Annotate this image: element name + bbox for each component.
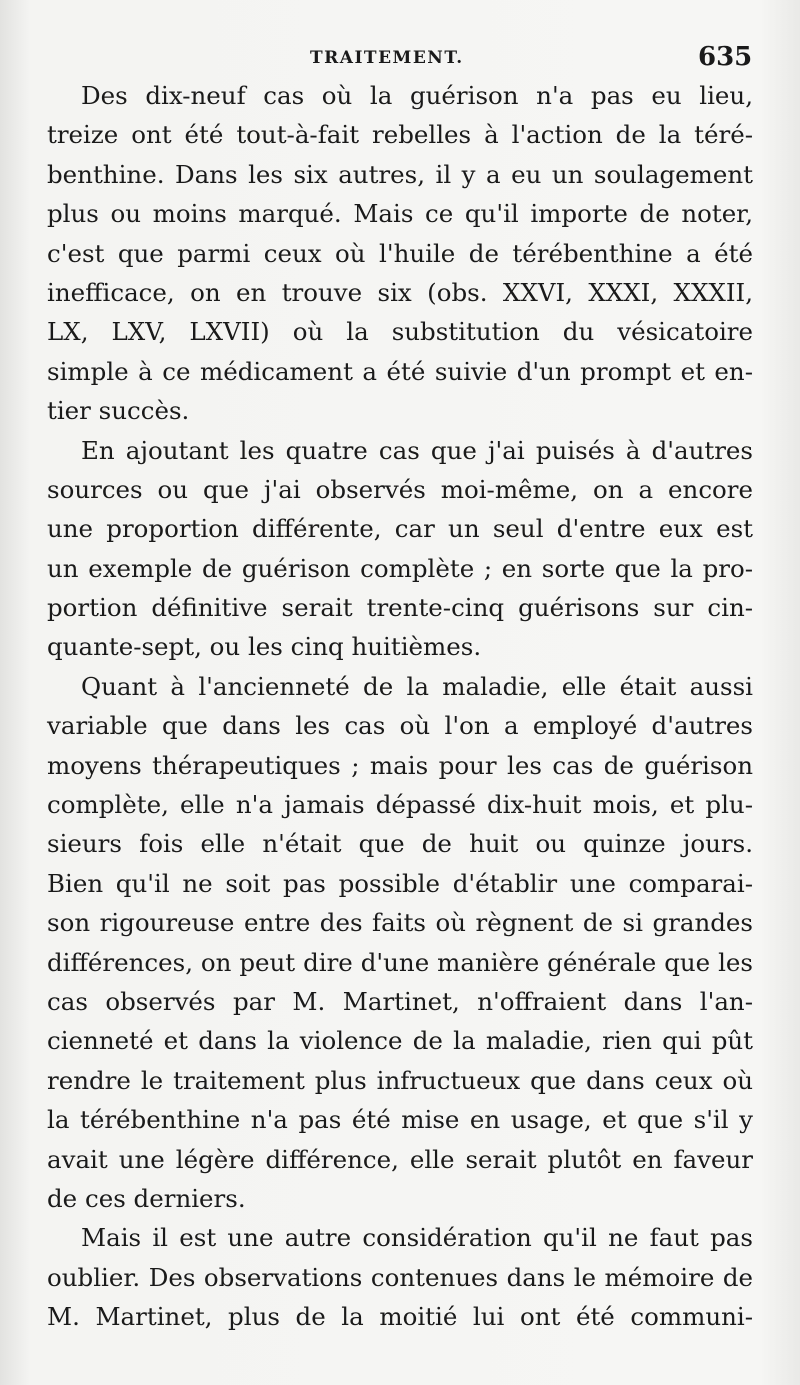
text-line: portion définitive serait trente-cinq guérisons sur cin-	[47, 593, 753, 623]
text-line: complète, elle n'a jamais dépassé dix-huit mois, et plu-	[47, 790, 753, 820]
text-line: Bien qu'il ne soit pas possible d'établir une comparai-	[47, 868, 753, 898]
text-line: avait une légère différence, elle serait plutôt en faveur	[47, 1144, 753, 1174]
text-line: sources ou que j'ai observés moi-même, on a encore	[47, 474, 753, 504]
text-line: différences, on peut dire d'une manière générale que les	[47, 947, 753, 977]
text-line: la térébenthine n'a pas été mise en usage, et que s'il y	[47, 1105, 753, 1135]
paragraph-1	[47, 76, 753, 431]
text-line: LX, LXV, LXVII) où la substitution du vésicatoire	[47, 317, 753, 347]
text-line: moyens thérapeutiques ; mais pour les cas de guérison	[47, 750, 753, 780]
running-head	[0, 42, 800, 78]
text-line: quante-sept, ou les cinq huitièmes.	[47, 632, 482, 662]
text-line: c'est que parmi ceux où l'huile de térébenthine a été	[47, 238, 753, 268]
text-line: cas observés par M. Martinet, n'offraient dans l'an-	[47, 986, 753, 1016]
text-line: un exemple de guérison complète ; en sorte que la pro-	[47, 553, 753, 583]
text-line: Mais il est une autre considération qu'il ne faut pas	[81, 1223, 753, 1253]
text-line: oublier. Des observations contenues dans le mémoire de	[47, 1262, 753, 1292]
text-line: Quant à l'ancienneté de la maladie, elle était aussi	[81, 671, 753, 701]
text-line: En ajoutant les quatre cas que j'ai puisés à d'autres	[81, 435, 753, 465]
body-text	[47, 76, 753, 1337]
text-line: cienneté et dans la violence de la maladie, rien qui pût	[47, 1026, 753, 1056]
text-line: simple à ce médicament a été suivie d'un prompt et en-	[47, 356, 753, 386]
text-line: sieurs fois elle n'était que de huit ou quinze jours.	[47, 829, 753, 859]
text-line: treize ont été tout-à-fait rebelles à l'action de la téré-	[47, 120, 753, 150]
running-title: TRAITEMENT.	[310, 48, 464, 68]
text-line: tier succès.	[47, 396, 190, 426]
text-line: variable que dans les cas où l'on a employé d'autres	[47, 711, 753, 741]
text-line: une proportion différente, car un seul d'entre eux est	[47, 514, 753, 544]
text-line: M. Martinet, plus de la moitié lui ont été communi-	[47, 1302, 753, 1332]
text-line: plus ou moins marqué. Mais ce qu'il importe de noter,	[47, 199, 753, 229]
text-line: rendre le traitement plus infructueux que dans ceux où	[47, 1065, 753, 1095]
paragraph-2	[47, 431, 753, 667]
paragraph-3	[47, 667, 753, 1218]
text-line: inefficace, on en trouve six (obs. XXVI, XXXI, XXXII,	[47, 277, 753, 307]
text-line: Des dix-neuf cas où la guérison n'a pas eu lieu,	[81, 81, 753, 110]
paragraph-4	[47, 1218, 753, 1336]
text-line: benthine. Dans les six autres, il y a eu un soulagement	[47, 159, 753, 189]
text-line: de ces derniers.	[47, 1183, 246, 1213]
text-line: son rigoureuse entre des faits où règnent de si grandes	[47, 908, 753, 938]
page-number: 635	[698, 42, 753, 72]
